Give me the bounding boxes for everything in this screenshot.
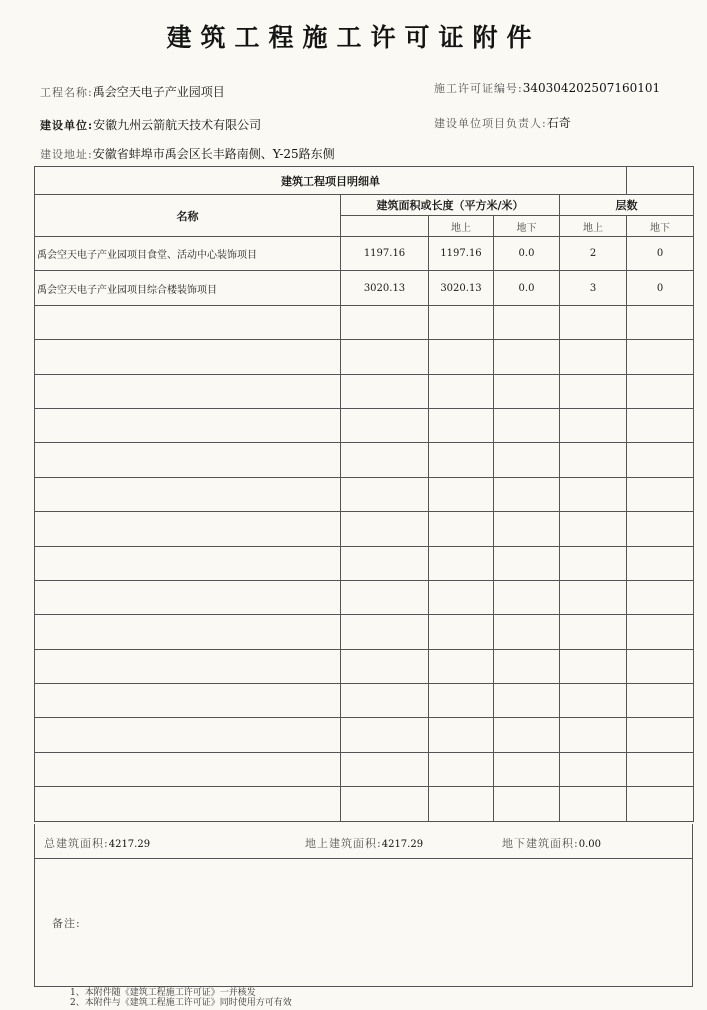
table-row — [35, 271, 694, 305]
empty-row — [35, 374, 694, 408]
manager-value: 石奇 — [546, 116, 571, 130]
footnote-2: 2、本附件与《建筑工程施工许可证》同时使用方可有效 — [70, 998, 292, 1008]
footnote-1: 1、本附件随《建筑工程施工许可证》一并核发 — [70, 988, 256, 998]
subheader-floors-below: 地下 — [627, 216, 694, 237]
empty-row — [35, 787, 694, 821]
table-header-row — [35, 195, 694, 216]
total-area-value: 4217.29 — [108, 839, 151, 850]
builder-field — [40, 116, 261, 133]
empty-row — [35, 752, 694, 786]
row-area-above: 1197.16 — [429, 237, 494, 271]
row-floors-above: 3 — [560, 271, 627, 305]
row-area-below: 0.0 — [494, 271, 560, 305]
subheader-floors-above: 地上 — [560, 216, 627, 237]
row-floors-above: 2 — [560, 237, 627, 271]
manager-field — [434, 114, 571, 131]
row-total-area: 1197.16 — [341, 237, 429, 271]
col-floors-header: 层数 — [560, 195, 694, 216]
row-floors-below: 0 — [627, 237, 694, 271]
project-name-field — [40, 83, 225, 100]
table-title-spacer — [627, 167, 694, 195]
manager-label: 建设单位项目负责人: — [434, 117, 547, 130]
footnotes — [70, 988, 292, 1008]
subheader-area-below: 地下 — [494, 216, 560, 237]
document-title: 建筑工程施工许可证附件 — [166, 23, 541, 52]
remarks-box — [34, 858, 693, 987]
empty-row — [35, 615, 694, 649]
empty-row — [35, 340, 694, 374]
below-area-value: 0.00 — [578, 839, 601, 850]
remarks-label: 备注: — [52, 917, 81, 930]
address-field — [40, 145, 335, 162]
permit-number-value: 340304202507160101 — [522, 81, 661, 95]
project-detail-table — [34, 166, 694, 822]
empty-row — [35, 408, 694, 442]
project-name-label: 工程名称: — [40, 86, 93, 99]
table-section-title: 建筑工程项目明细单 — [35, 167, 627, 195]
subheader-area-above: 地上 — [429, 216, 494, 237]
table-row — [35, 237, 694, 271]
address-label: 建设地址: — [40, 148, 93, 161]
above-area-label: 地上建筑面积: — [305, 837, 382, 850]
below-area-summary — [502, 835, 601, 851]
empty-row — [35, 477, 694, 511]
project-name-value: 禹会空天电子产业园项目 — [92, 85, 225, 99]
area-summary — [34, 824, 693, 859]
empty-row — [35, 684, 694, 718]
permit-number-field — [434, 80, 660, 96]
address-value: 安徽省蚌埠市禹会区长丰路南侧、Y-25路东侧 — [92, 147, 335, 161]
subheader-total-blank — [341, 216, 429, 237]
empty-row — [35, 443, 694, 477]
empty-row — [35, 305, 694, 339]
empty-row — [35, 546, 694, 580]
empty-row — [35, 718, 694, 752]
col-name-header: 名称 — [35, 195, 341, 237]
table-title-row — [35, 167, 694, 195]
empty-row — [35, 649, 694, 683]
row-total-area: 3020.13 — [341, 271, 429, 305]
row-floors-below: 0 — [627, 271, 694, 305]
row-name: 禹会空天电子产业园项目食堂、活动中心装饰项目 — [35, 237, 341, 271]
row-area-below: 0.0 — [494, 237, 560, 271]
above-area-value: 4217.29 — [381, 839, 424, 850]
above-area-summary — [305, 835, 423, 851]
total-area-summary — [44, 835, 150, 851]
builder-label: 建设单位: — [40, 119, 94, 132]
builder-value: 安徽九州云箭航天技术有限公司 — [93, 118, 262, 132]
empty-row — [35, 512, 694, 546]
empty-row — [35, 580, 694, 614]
below-area-label: 地下建筑面积: — [502, 837, 579, 850]
row-area-above: 3020.13 — [429, 271, 494, 305]
row-name: 禹会空天电子产业园项目综合楼装饰项目 — [35, 271, 341, 305]
permit-number-label: 施工许可证编号: — [434, 82, 523, 95]
col-area-header: 建筑面积或长度（平方米/米） — [341, 195, 560, 216]
total-area-label: 总建筑面积: — [44, 837, 109, 850]
